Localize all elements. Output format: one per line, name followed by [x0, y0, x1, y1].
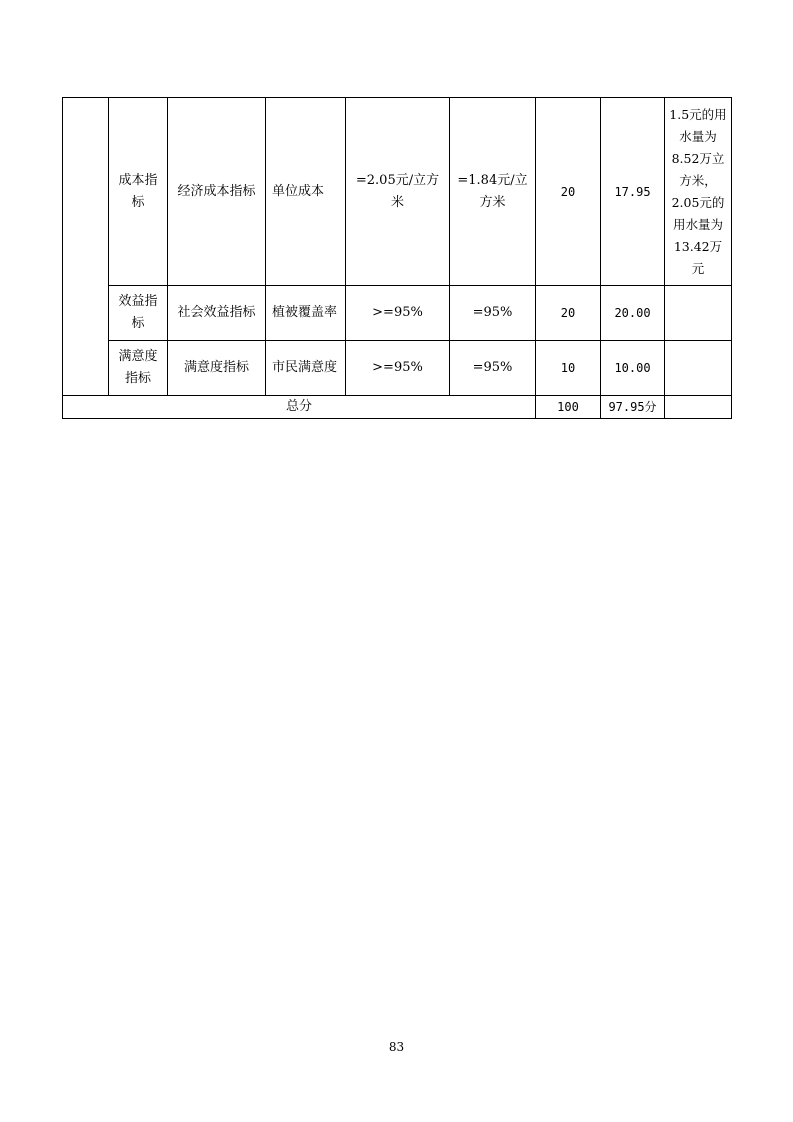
table-row — [63, 98, 732, 286]
target-cell: >=95% — [346, 286, 450, 341]
table-row — [63, 341, 732, 396]
category-cell: 效益指标 — [109, 286, 168, 341]
score-cell: 20.00 — [601, 286, 665, 341]
indicator-cell: 单位成本 — [266, 98, 346, 286]
actual-cell: =1.84元/立方米 — [450, 98, 536, 286]
page-number: 83 — [388, 1040, 405, 1054]
indicator-cell: 植被覆盖率 — [266, 286, 346, 341]
indicator-cell: 市民满意度 — [266, 341, 346, 396]
table-row — [63, 286, 732, 341]
target-cell: =2.05元/立方米 — [346, 98, 450, 286]
performance-table — [62, 97, 732, 419]
subcategory-cell: 满意度指标 — [168, 341, 266, 396]
weight-cell: 20 — [536, 98, 601, 286]
total-weight: 100 — [536, 396, 601, 419]
weight-cell: 20 — [536, 286, 601, 341]
note-cell — [665, 341, 732, 396]
score-cell: 10.00 — [601, 341, 665, 396]
subcategory-cell: 经济成本指标 — [168, 98, 266, 286]
score-cell: 17.95 — [601, 98, 665, 286]
total-row — [63, 396, 732, 419]
total-note-cell — [665, 396, 732, 419]
category-cell: 满意度指标 — [109, 341, 168, 396]
category-cell: 成本指标 — [109, 98, 168, 286]
subcategory-cell: 社会效益指标 — [168, 286, 266, 341]
target-cell: >=95% — [346, 341, 450, 396]
total-label: 总分 — [63, 396, 536, 419]
weight-cell: 10 — [536, 341, 601, 396]
note-cell — [665, 286, 732, 341]
total-score: 97.95分 — [601, 396, 665, 419]
merged-left-cell — [63, 98, 109, 396]
note-cell: 1.5元的用水量为8.52万立方米，2.05元的用水量为13.42万元 — [665, 98, 732, 286]
actual-cell: =95% — [450, 286, 536, 341]
actual-cell: =95% — [450, 341, 536, 396]
